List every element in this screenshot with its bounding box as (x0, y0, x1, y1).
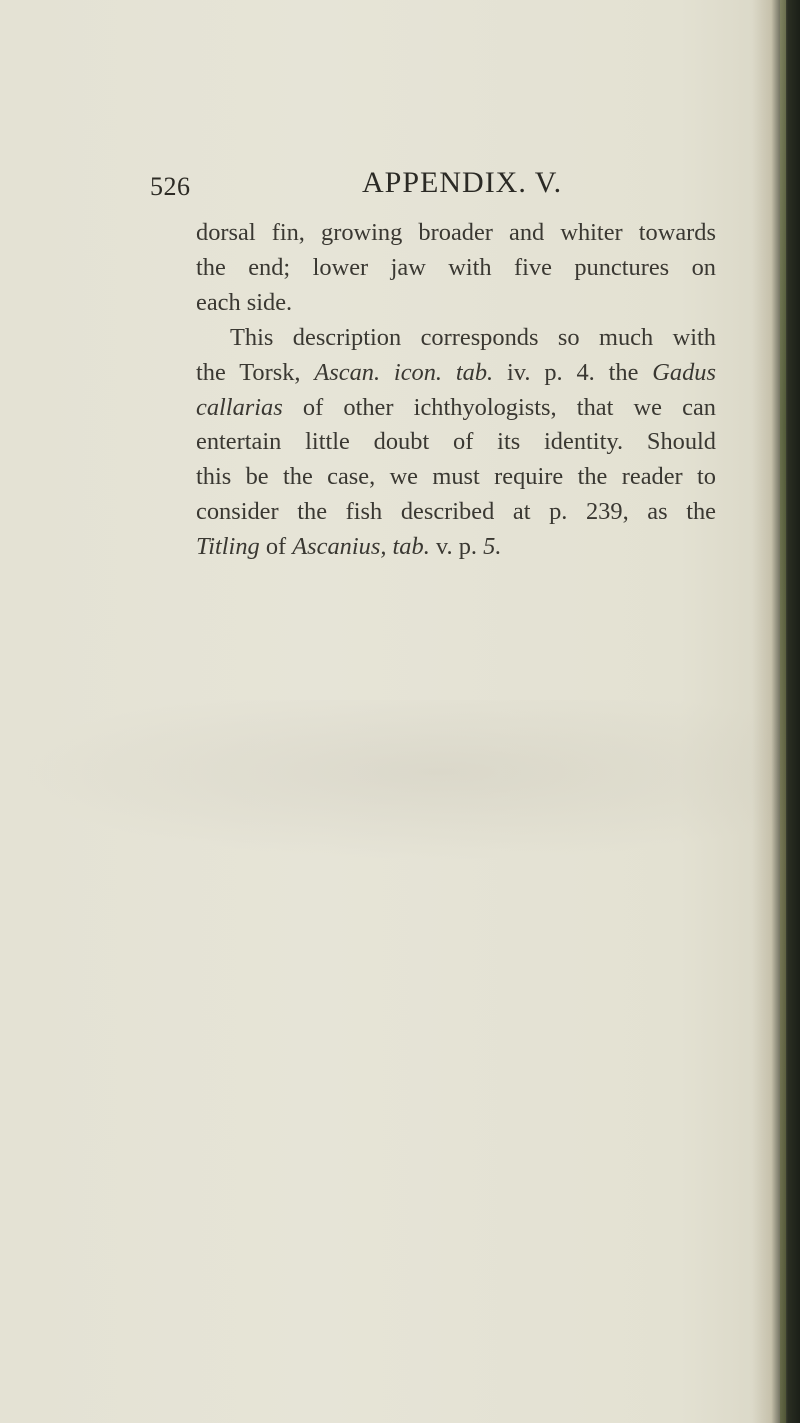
text-fragment: of other ichthyologists, that we can (302, 393, 716, 421)
italic-page: 5. (483, 533, 502, 561)
text-line (196, 530, 716, 565)
italic-genus: Gadus (652, 358, 716, 386)
italic-citation: Ascanius, tab. (292, 533, 430, 561)
text-fragment: of (265, 533, 287, 561)
italic-citation: Ascan. icon. tab. (314, 358, 494, 386)
text-line (196, 391, 716, 426)
italic-species: callarias (196, 393, 283, 421)
running-head (150, 166, 750, 206)
text-line: This description corresponds so much with (230, 323, 716, 351)
show-through-bleed (0, 700, 800, 860)
book-edge-binding (780, 0, 786, 1423)
text-line: entertain little doubt of its identity. Should (196, 428, 716, 456)
text-fragment: v. p. (435, 533, 478, 561)
running-head-title: APPENDIX. V. (362, 166, 563, 199)
text-fragment: the Torsk, (196, 358, 301, 386)
body-text (196, 216, 716, 565)
text-line: the end; lower jaw with five punctures on (196, 253, 716, 281)
text-line: consider the fish described at p. 239, as the (196, 498, 716, 526)
text-line: each side. (196, 288, 293, 316)
text-line (196, 356, 716, 391)
text-fragment: iv. p. 4. the (507, 358, 639, 386)
page-number: 526 (150, 172, 191, 201)
book-edge-shadow (752, 0, 800, 1423)
text-line: this be the case, we must require the reader to (196, 463, 716, 491)
text-line: dorsal fin, growing broader and whiter towards (196, 219, 716, 246)
italic-name: Titling (196, 533, 260, 561)
